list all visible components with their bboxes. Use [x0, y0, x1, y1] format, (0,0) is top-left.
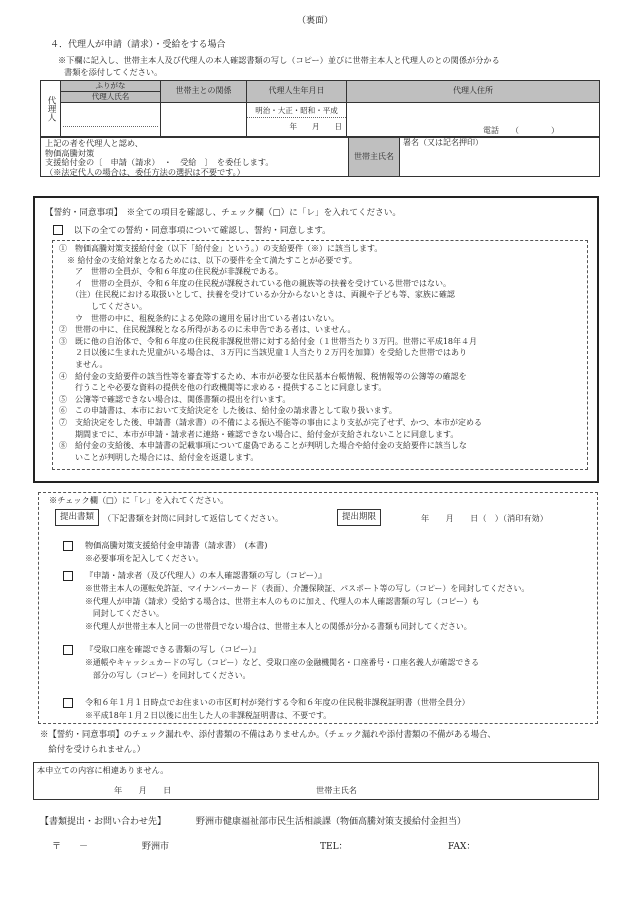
delegate-line-2: 物価高騰対策	[45, 147, 95, 158]
oath-section	[33, 196, 599, 483]
doc-item-title: 令和６年１月１日時点でお住まいの市区町村が発行する令和６年度の住民税非課税証明書（世帯全員分）	[85, 697, 470, 707]
doc-item-note: ※通帳やキャッシュカードの写し（コピー）など、受取口座の金融機関名・口座番号・口座名義人が確認できる	[85, 658, 480, 667]
oath-line: イ 世帯の全員が、令和６年度の住民税が課税されている他の親族等の扶養を受けている世帯ではない。	[59, 278, 451, 288]
col-address: 代理人住所	[347, 81, 600, 103]
oath-checkbox-label: 以下の全ての誓約・同意事項について確認し、誓約・同意します。	[73, 225, 331, 236]
oath-line: （注）住民税における取扱いとして、扶養を受けているか分からないときは、両親や子ども等、家族に確認	[59, 290, 455, 300]
confirm-line-1: ※【誓約・同意事項】のチェック漏れや、添付書類の不備はありませんか。（チェック漏れや添付書類の不備がある場合、	[40, 729, 496, 739]
documents-section	[38, 492, 598, 724]
contact-office: 野洲市健康福祉部市民生活相談課（物価高騰対策支援給付金担当）	[196, 817, 467, 827]
tel-label: 電話 （ ）	[483, 125, 559, 135]
doc-item-note: ※代理人が世帯主本人と同一の世帯員でない場合は、世帯主本人との関係が分かる書類も同封してください。	[85, 621, 472, 631]
oath-line: ２日以後に生まれた児童がいる場合は、３万円に当該児童１人当たり２万円を加算）を受給した世帯ではあり	[59, 348, 467, 358]
section-note-2: 書類を添付してください。	[64, 67, 163, 77]
agent-address-field[interactable]	[347, 103, 600, 137]
doc-item-note: ※世帯主本人の運転免許証、マイナンバーカード（表面）、介護保険証、パスポート等の写し（コピー）を同封してください。	[85, 584, 530, 593]
delegate-line-1: 上記の者を代理人と認め、	[45, 138, 143, 148]
confirm-statement: 本申立ての内容に相違ありません。	[37, 765, 169, 775]
oath-line: してください。	[59, 301, 147, 311]
agent-birth-field[interactable]	[247, 103, 347, 137]
doc-item-title: 『受取口座を確認できる書類の写し（コピー）』	[85, 644, 261, 654]
docs-header: ※チェック欄（□）に「レ」を入れてください。	[49, 495, 229, 505]
contact-tel: TEL：	[320, 842, 348, 852]
householder-label: 世帯主氏名	[348, 138, 400, 176]
oath-line: ア 世帯の全員が、令和６年度の住民税が非課税である。	[59, 267, 283, 277]
oath-header: 【誓約・同意事項】 ※全ての項目を確認し、チェック欄（□）に「レ」を入れてください。	[45, 208, 401, 218]
doc-item-note: ※代理人が申請（請求）受給する場合は、世帯主本人のものに加え、代理人の本人確認書類の写し（コピー）も	[85, 596, 480, 606]
delegate-line-4: （※法定代人の場合は、委任方法の選択は不要です。）	[45, 167, 245, 178]
doc-item-title: 物価高騰対策支援給付金申請書（請求書） (本書)	[85, 540, 268, 550]
contact-header: 【書類提出・お問い合わせ先】	[40, 817, 167, 827]
col-relation: 世帯主との関係	[161, 81, 247, 103]
doc-item-note: ※平成18年１月２日以後に出生した人の非課税証明書は、不要です。	[85, 711, 332, 720]
col-furigana: ふりがな	[61, 81, 161, 92]
doc-checkbox[interactable]	[63, 698, 73, 708]
agent-relation-field[interactable]	[161, 103, 247, 137]
doc-item-title: 『申請・請求者（及び代理人）の本人確認書類の写し（コピー）』	[85, 570, 327, 580]
contact-fax: FAX：	[448, 842, 476, 852]
submit-docs-text: （下記書類を封筒に同封して返信してください。	[103, 513, 284, 523]
submit-docs-label: 提出書類	[55, 509, 99, 526]
oath-checkbox[interactable]	[53, 225, 63, 235]
oath-line: ※ 給付金の支給対象となるためには、以下の要件を全て満たすことが必要です。	[59, 255, 357, 265]
confirm-box	[33, 762, 599, 800]
delegation-box	[40, 137, 600, 177]
section-title: ４．代理人が申請（請求）・受給をする場合	[50, 40, 226, 50]
doc-checkbox[interactable]	[63, 571, 73, 581]
oath-line: ② 世帯の中に、住民税課税となる所得があるのに未申告である者は、いません。	[59, 325, 356, 335]
section-note: ※下欄に記入し、世帯主本人及び代理人の本人確認書類の写し（コピー）並びに世帯主本人と代理人のとの関係が分かる	[58, 55, 500, 65]
agent-name-field[interactable]	[61, 103, 161, 137]
oath-line: ⑥ この申請書は、本市において支給決定を した後は、給付金の請求書として取り扱います。	[59, 406, 397, 416]
doc-item-note: 同封してください。	[85, 609, 164, 618]
doc-item-note: ※必要事項を記入してください。	[85, 554, 204, 563]
doc-checkbox[interactable]	[63, 541, 73, 551]
oath-line: 行うことや必要な資料の提供を他の行政機関等に求める・提供することに同意します。	[59, 383, 387, 393]
doc-item-note: 部分の写し（コピー）を同封してください。	[85, 670, 251, 680]
oath-line: ません。	[59, 359, 108, 369]
confirm-householder[interactable]: 世帯主氏名	[316, 785, 357, 795]
deadline-text: 年 月 日（ ）（消印有効）	[421, 513, 548, 523]
oath-line: ⑧ 給付金の支給後、本申請書の記載事項について虚偽であることが判明した場合や給付金の支給要件に該当しな	[59, 441, 467, 451]
deadline-label: 提出期限	[337, 509, 381, 526]
page-label: （裏面）	[296, 16, 333, 26]
oath-line: ③ 既に他の自治体で、令和６年度の住民税非課税世帯に対する給付金（１世帯当たり３万円。世帯に平成18年４月	[59, 336, 478, 346]
agent-table	[40, 80, 600, 137]
oath-line: ⑤ 公簿等で確認できない場合は、関係書類の提出を行います。	[59, 394, 291, 404]
oath-line: ① 物価高騰対策支援給付金（以下「給付金」という。）の支給要件（※）に該当します。	[59, 244, 383, 253]
oath-line: いことが判明した場合には、給付金を返還します。	[59, 452, 259, 462]
agent-row-label: 代理人	[41, 81, 61, 137]
oath-line: ④ 給付金の支給要件の該当性等を審査等するため、本市が必要な住民基本台帳情報、税情報等の公簿等の確認を	[59, 371, 467, 381]
oath-line: ウ 世帯の中に、租税条約による免除の適用を届け出ている者はいない。	[59, 313, 339, 323]
birth-ymd: 年 月 日	[289, 121, 342, 131]
oath-items-box	[52, 240, 588, 470]
confirm-date[interactable]: 年 月 日	[114, 785, 172, 795]
delegate-line-3: 支援給付金の〔 申請（請求） ・ 受給 〕 を委任します。	[45, 157, 274, 168]
col-birth: 代理人生年月日	[247, 81, 347, 103]
contact-city: 野洲市	[142, 842, 170, 852]
oath-line: ⑦ 支給決定をした後、申請書（請求書）の不備による振込不能等の事由により支払が完了せず、かつ、本市が定める	[59, 417, 483, 427]
col-name: 代理人氏名	[61, 92, 161, 103]
confirm-line-2: 給付を受けられません。）	[40, 744, 146, 754]
era-options: 明治・大正・昭和・平成	[247, 104, 346, 118]
postal-code: 〒 －	[52, 842, 89, 852]
signature-label: 署名（又は記名押印）	[403, 138, 483, 147]
doc-checkbox[interactable]	[63, 645, 73, 655]
oath-line: 期間までに、本市が申請・請求者に連絡・確認できない場合に、給付金が支給されないことに同意します。	[59, 429, 459, 439]
oath-item-list	[59, 243, 482, 463]
